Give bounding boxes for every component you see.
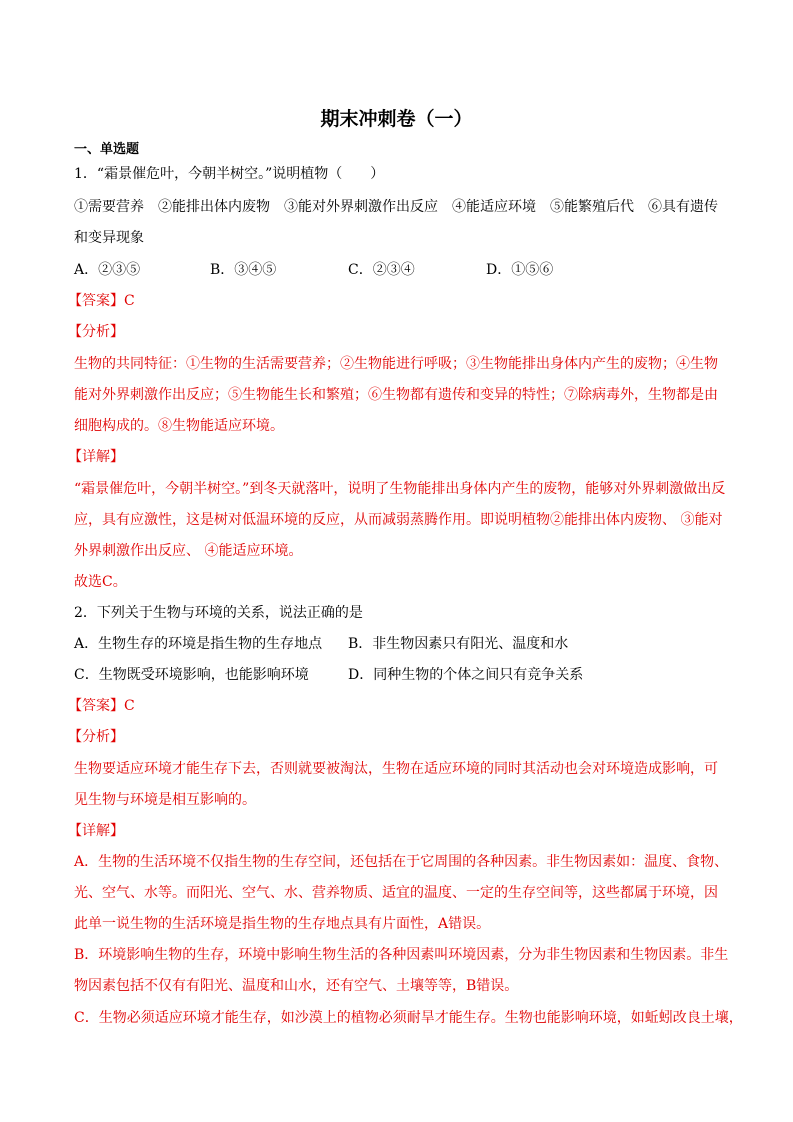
- question-1-analysis-label: [68, 322, 124, 342]
- question-2-option-d: D．同种生物的个体之间只有竞争关系: [348, 667, 584, 683]
- question-1-option-c: C．②③④: [348, 262, 415, 278]
- question-2-detail-line: 此单一说生物的生活环境是指生物的生存地点具有片面性，A错误。: [74, 916, 491, 932]
- question-1-option-d: D．①⑤⑥: [486, 262, 554, 278]
- question-2-detail-line: 物因素包括不仅有有阳光、温度和山水，还有空气、土壤等等，B错误。: [74, 978, 519, 994]
- question-2-analysis-line: 生物要适应环境才能生存下去，否则就要被淘汰，生物在适应环境的同时其活动也会对环境造成影响，可: [74, 761, 718, 777]
- question-2-analysis-line: 见生物与环境是相互影响的。: [74, 792, 256, 808]
- question-1-option-a: A．②③⑤: [74, 262, 141, 278]
- question-1-stem: 1．“霜景催危叶，今朝半树空。”说明植物（ ）: [74, 166, 385, 182]
- question-2-detail-line: A．生物的生活环境不仅指生物的生存空间，还包括在于它周围的各种因素。非生物因素如：温度、食物、: [74, 854, 729, 870]
- question-1-answer: [68, 291, 135, 311]
- question-2-option-a: A．生物生存的环境是指生物的生存地点: [74, 636, 323, 652]
- question-2-analysis-label: [68, 727, 124, 747]
- question-1-detail-line: “霜景催危叶，今朝半树空。”到冬天就落叶，说明了生物能排出身体内产生的废物，能够对外界刺激做出反: [74, 481, 726, 497]
- question-2-detail-label: [68, 821, 124, 841]
- answer-value: C: [124, 698, 135, 714]
- section-heading: 一、单选题: [74, 142, 140, 157]
- analysis-label: 【分析】: [68, 324, 124, 340]
- question-1-detail-line: 应，具有应激性，这是树对低温环境的反应，从而减弱蒸腾作用。即说明植物②能排出体内废物、 ③能对: [74, 512, 723, 528]
- question-2-answer: [68, 696, 135, 716]
- page-title: 期末冲刺卷（一）: [320, 108, 473, 130]
- analysis-label: 【分析】: [68, 729, 124, 745]
- detail-label: 【详解】: [68, 823, 124, 839]
- answer-label: 【答案】: [68, 293, 124, 309]
- question-1-analysis-line: 能对外界刺激作出反应；⑤生物能生长和繁殖；⑥生物都有遗传和变异的特性；⑦除病毒外，生物都是由: [74, 387, 718, 403]
- question-2-detail-line: B．环境影响生物的生存，环境中影响生物生活的各种因素叫环境因素，分为非生物因素和生物因素。非生: [74, 947, 729, 963]
- question-2-stem: 2．下列关于生物与环境的关系，说法正确的是: [74, 605, 363, 621]
- question-1-analysis-line: 生物的共同特征：①生物的生活需要营养；②生物能进行呼吸；③生物能排出身体内产生的废物；④生物: [74, 356, 718, 372]
- question-1-statements-cont: 和变异现象: [74, 230, 144, 246]
- question-1-conclusion: 故选C。: [74, 574, 127, 590]
- question-2-detail-line: 光、空气、水等。而阳光、空气、水、营养物质、适宜的温度、一定的生存空间等，这些都属于环境，因: [74, 885, 718, 901]
- detail-label: 【详解】: [68, 449, 124, 465]
- question-1-analysis-line: 细胞构成的。⑧生物能适应环境。: [74, 418, 284, 434]
- answer-value: C: [124, 293, 135, 309]
- question-2-option-c: C．生物既受环境影响，也能影响环境: [74, 667, 309, 683]
- question-1-statements: ①需要营养 ②能排出体内废物 ③能对外界刺激作出反应 ④能适应环境 ⑤能繁殖后代 ⑥具有遗传: [74, 199, 718, 215]
- question-2-detail-line: C．生物必须适应环境才能生存，如沙漠上的植物必须耐旱才能生存。生物也能影响环境，如蚯蚓改良土壤，: [74, 1010, 743, 1026]
- question-1-detail-line: 外界刺激作出反应、 ④能适应环境。: [74, 543, 303, 559]
- answer-label: 【答案】: [68, 698, 124, 714]
- question-2-option-b: B．非生物因素只有阳光、温度和水: [348, 636, 569, 652]
- question-1-detail-label: [68, 447, 124, 467]
- question-1-option-b: B．③④⑤: [210, 262, 277, 278]
